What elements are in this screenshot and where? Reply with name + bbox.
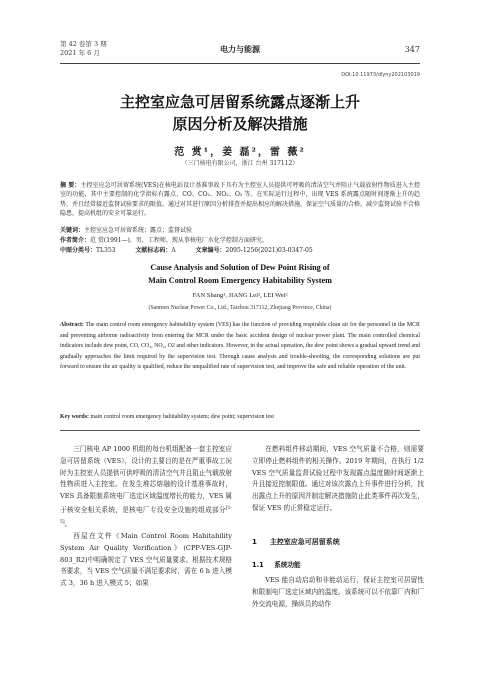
section-title: 主控室应急可居留系统 <box>269 538 340 546</box>
body-left-column <box>60 444 232 590</box>
abstract-en-label: Abstract: <box>60 322 84 328</box>
title-en-line-1: Cause Analysis and Solution of Dew Point Rising of <box>150 263 330 272</box>
body-right-paragraph-2: VES 能自动启动和非能动运行，保证主控室可居留性和限制电厂选定区域内的温度。该系统可以不依靠厂内和厂外交流电源，操纵员的动作 <box>252 576 424 608</box>
abstract-zh-text: 主控室应急可居留系统(VES)在核电站设计基准事故下具有为主控室人员提供可呼吸的清洁空气并阻止气载放射性物质进入主控室的功能，其中主要控制的化学指标有露点、CO、CO₂、NO₂、O₂ 等。在实际运行过程中，出现 VES 系统露点随时间逐渐上升的趋势，并且经常接近监督试验要求的限值。通过对其进行原因分析排查并提出相应的解决措施，保证空气质量的合格，减少监督试验不合格隐患，提高机组的安全可靠运行。 <box>60 182 421 218</box>
authors-zh: 范 赏¹，姜 磊²，雷 薇² <box>174 147 306 158</box>
section-number: 1 <box>252 538 257 546</box>
keywords-en-label: Key words: <box>60 414 89 420</box>
body-left-p1-end: 。 <box>64 520 72 529</box>
keywords-zh-text: 主控室应急可居留系统；露点；监督试验 <box>84 227 193 234</box>
abstract-zh-label: 摘 要： <box>60 182 81 189</box>
journal-date: 2021 年 6 月 <box>60 49 100 57</box>
page-number: 347 <box>404 45 420 54</box>
doc-code-label: 文献标志码： <box>135 247 172 254</box>
authors-en: FAN Shang¹, JIANG Lei², LEI Wei² <box>192 292 288 299</box>
keywords-zh <box>60 226 420 235</box>
clc-label: 中图分类号： <box>60 247 97 254</box>
abstract-zh <box>60 181 420 219</box>
doi: DOI:10.11973/dlyny202103019 <box>341 72 420 78</box>
subsection-number: 1.1 <box>252 561 264 569</box>
article-number-value: 2095-1256(2021)03-0347-05 <box>225 247 313 254</box>
journal-name: 电力与能源 <box>220 45 260 54</box>
keywords-zh-label: 关键词： <box>60 227 85 234</box>
journal-volume: 第 42 卷第 3 期 <box>60 40 107 48</box>
title-en-line-2: Main Control Room Emergency Habitability System <box>148 276 332 285</box>
clc-value: TL353 <box>96 247 116 254</box>
citation: [1-5] <box>60 505 232 525</box>
article-number-label: 文章编号： <box>195 247 226 254</box>
header-rule <box>60 63 420 64</box>
title-zh-line-1: 主控室应急可居留系统露点逐渐上升 <box>119 93 360 111</box>
classification-zh <box>60 246 420 255</box>
doc-code-value: A <box>171 247 176 254</box>
section-heading <box>252 537 340 547</box>
affiliation-zh: （三门核电有限公司，浙江 台州 317112） <box>181 160 299 167</box>
subsection-heading <box>252 559 301 569</box>
body-right-paragraph-1: 在燃料组件移动期间，VES 空气质量不合格，则需要立即停止燃料组件的相关操作。2019 年期间，在执行 1/2 VES 空气质量监督试验过程中发现露点温度随时间逐渐上升且接近控制限值。通过对该次露点上升事件进行分析，找出露点上升的原因并制定解决措施防止此类事件再次发生，保证 VES 的正常稳定运行。 <box>252 445 424 512</box>
body-right-column <box>252 444 424 515</box>
affiliation-en: (Sanmen Nuclear Power Co., Ltd., Taizhou 317112, Zhejiang Province, China) <box>148 305 332 311</box>
abstract-en <box>60 320 420 373</box>
keywords-en-text: main control room emergency habitability system; dew point; supervision test <box>90 414 275 420</box>
body-left-paragraph-1 <box>60 444 232 531</box>
title-zh-line-2: 原因分析及解决措施 <box>172 115 308 133</box>
author-bio-zh <box>60 236 420 245</box>
keywords-en <box>60 413 420 422</box>
author-bio-zh-label: 作者简介： <box>60 237 91 244</box>
author-bio-zh-text: 范 赏(1991—)，男，工程师，现从事核电厂水化学控制方面研究。 <box>90 237 268 244</box>
body-left-p1-text: 三门核电 AP 1000 机组的每台机组配备一套主控室应急可居留系统（VES），设计的主要目的是在严重事故工况时为主控室人员提供可供呼吸的清洁空气并且阻止气载放射性物质进入主控室。在发生堆芯熔融的设计基准事故时，VES 具备限制系统电厂选定区域温度增长的能力，VES 属于核安全相关系统，是核电厂专设安全设施的组成部分 <box>60 445 232 515</box>
section-divider <box>60 430 420 431</box>
subsection-title: 系统功能 <box>274 561 301 569</box>
abstract-en-text: The main control room emergency habitability system (VES) has the function of providing respirable clean air for the personnel in the MCR and preventing airborne radioactivity from entering the MCR under the basic accident design of nuclear power plant. The main controlled chemical indicators include dew point, CO, CO₂, NO₂, O2 and other indicators. However, in the actual operation, the dew point shows a gradual upward trend and gradually approaches the limit required by the supervision test. Through cause analysis and trouble-shooting, the corresponding solutions are put forward to ensure the air quality is qualified, reduce the unqualified rate of supervision test, and improve the safe and reliable operation of the unit. <box>60 322 421 371</box>
body-left-paragraph-2: 西屋在文件《Main Control Room Habitability System Air Quality Verification》(CPP-VES-GJP-803_R2)中明确规定了 VES 空气质量要求。根据技术规格书要求，当 VES 空气质量不满足要求时，需在 6 h 进入模式 3，36 h 进入模式 5；如果 <box>60 531 232 588</box>
